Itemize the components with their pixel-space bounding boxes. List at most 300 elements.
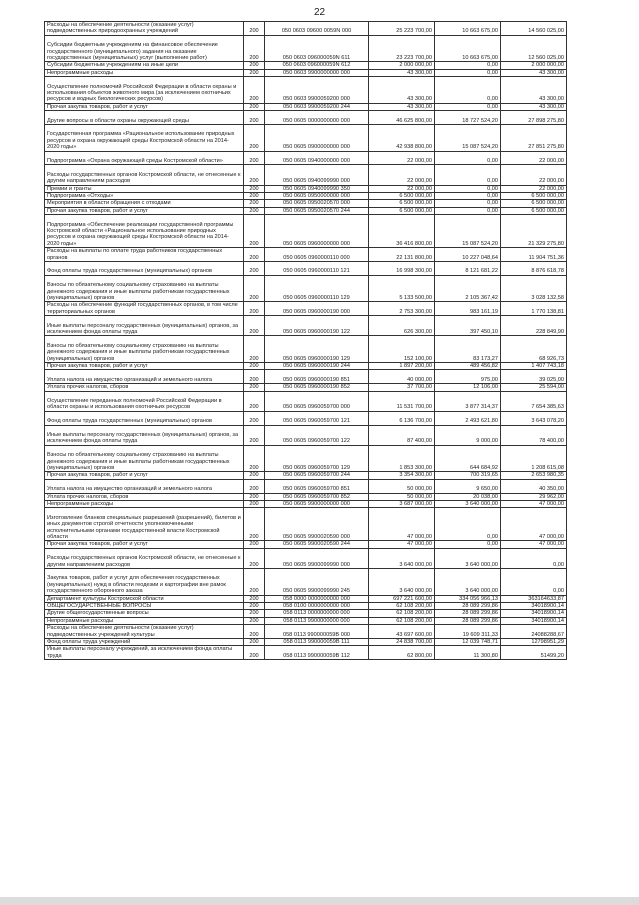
row-executed-cell: 700 319,65 <box>435 472 501 479</box>
table-row <box>45 610 567 617</box>
row-code-cell: 200 <box>244 625 265 639</box>
row-executed-cell: 9 650,00 <box>435 479 501 493</box>
row-remaining-cell: 29 962,00 <box>501 493 567 500</box>
row-executed-cell: 19 609 311,33 <box>435 625 501 639</box>
row-name-cell: Изготовление бланков специальных разрешений (разрешений), билетов и иных документов строгой отчетности уполномоченными исполнительными органами государственной власти Костромской области <box>45 508 244 541</box>
row-name-cell: Непрограммные расходы <box>45 617 244 624</box>
row-remaining-cell: 68 926,73 <box>501 336 567 363</box>
row-executed-cell: 3 640 000,00 <box>435 501 501 508</box>
row-remaining-cell: 34018900,14 <box>501 603 567 610</box>
row-kbk-cell: 050 0605 0940099990 350 <box>265 185 369 192</box>
row-approved-cell: 697 221 600,00 <box>369 595 435 602</box>
row-remaining-cell: 22 000,00 <box>501 165 567 185</box>
row-remaining-cell: 25 594,00 <box>501 384 567 391</box>
row-code-cell: 200 <box>244 103 265 110</box>
row-remaining-cell: 228 849,90 <box>501 316 567 336</box>
row-code-cell: 200 <box>244 275 265 302</box>
row-name-cell: Закупка товаров, работ и услуг для обеспечения государственных (муниципальных) нужд в области геодезии и картографии вне рамок государственного оборонного заказа <box>45 569 244 596</box>
row-remaining-cell: 3 028 132,58 <box>501 275 567 302</box>
row-remaining-cell: 40 350,00 <box>501 479 567 493</box>
row-remaining-cell: 43 300,00 <box>501 77 567 104</box>
table-row <box>45 103 567 110</box>
row-name-cell: Фонд оплаты труда государственных (муниципальных) органов <box>45 411 244 425</box>
row-approved-cell: 22 131 800,00 <box>369 248 435 262</box>
row-code-cell: 200 <box>244 425 265 445</box>
table-row <box>45 501 567 508</box>
row-executed-cell: 0,00 <box>435 103 501 110</box>
row-kbk-cell: 050 0605 9900099990 000 <box>265 548 369 568</box>
row-approved-cell: 50 000,00 <box>369 493 435 500</box>
row-approved-cell: 47 000,00 <box>369 508 435 541</box>
row-remaining-cell: 2 653 980,35 <box>501 472 567 479</box>
row-code-cell: 200 <box>244 445 265 472</box>
row-kbk-cell: 058 0100 0000000000 000 <box>265 603 369 610</box>
table-row <box>45 165 567 185</box>
row-executed-cell: 83 173,27 <box>435 336 501 363</box>
row-name-cell: Уплата прочих налогов, сборов <box>45 384 244 391</box>
row-name-cell: Непрограммные расходы <box>45 501 244 508</box>
row-remaining-cell: 47 000,00 <box>501 508 567 541</box>
table-row <box>45 35 567 62</box>
row-code-cell: 200 <box>244 302 265 316</box>
row-kbk-cell: 058 0000 0000000000 000 <box>265 595 369 602</box>
row-executed-cell: 0,00 <box>435 151 501 165</box>
row-code-cell: 200 <box>244 639 265 646</box>
table-row <box>45 185 567 192</box>
table-row <box>45 316 567 336</box>
row-code-cell: 200 <box>244 541 265 548</box>
table-row <box>45 193 567 200</box>
row-executed-cell: 28 089 299,86 <box>435 617 501 624</box>
row-approved-cell: 36 416 800,00 <box>369 215 435 248</box>
row-executed-cell: 2 493 621,80 <box>435 411 501 425</box>
row-kbk-cell: 050 0605 0960000190 244 <box>265 363 369 370</box>
row-kbk-cell: 050 0603 9900059200 244 <box>265 103 369 110</box>
row-name-cell: Прочая закупка товаров, работ и услуг <box>45 103 244 110</box>
row-code-cell: 200 <box>244 363 265 370</box>
row-approved-cell: 3 354 300,00 <box>369 472 435 479</box>
row-name-cell: Прочая закупка товаров, работ и услуг <box>45 363 244 370</box>
row-approved-cell: 62 108 200,00 <box>369 610 435 617</box>
row-approved-cell: 6 500 000,00 <box>369 200 435 207</box>
row-name-cell: Уплата прочих налогов, сборов <box>45 493 244 500</box>
row-name-cell: ОБЩЕГОСУДАРСТВЕННЫЕ ВОПРОСЫ <box>45 603 244 610</box>
row-remaining-cell: 24088288,67 <box>501 625 567 639</box>
row-remaining-cell: 12 560 025,00 <box>501 35 567 62</box>
row-kbk-cell: 050 0605 0960059700 129 <box>265 445 369 472</box>
table-row <box>45 248 567 262</box>
row-executed-cell: 15 087 524,20 <box>435 125 501 152</box>
table-row <box>45 646 567 660</box>
row-executed-cell: 983 161,19 <box>435 302 501 316</box>
row-code-cell: 200 <box>244 548 265 568</box>
row-code-cell: 200 <box>244 248 265 262</box>
row-kbk-cell: 050 0603 096000059N 611 <box>265 35 369 62</box>
table-row <box>45 548 567 568</box>
row-code-cell: 200 <box>244 207 265 214</box>
row-remaining-cell: 34018900,14 <box>501 610 567 617</box>
row-code-cell: 200 <box>244 336 265 363</box>
row-remaining-cell: 6 500 000,00 <box>501 207 567 214</box>
row-executed-cell: 0,00 <box>435 62 501 69</box>
row-code-cell: 200 <box>244 384 265 391</box>
row-remaining-cell: 43 300,00 <box>501 103 567 110</box>
row-executed-cell: 8 121 681,22 <box>435 262 501 276</box>
row-kbk-cell: 050 0603 096000059N 612 <box>265 62 369 69</box>
table-row <box>45 472 567 479</box>
row-remaining-cell: 22 000,00 <box>501 151 567 165</box>
row-name-cell: Осуществление переданных полномочий Российской Федерации в области охраны и использования охотничьих ресурсов <box>45 391 244 411</box>
row-approved-cell: 43 300,00 <box>369 77 435 104</box>
row-name-cell: Расходы государственных органов Костромской области, не отнесенные к другим направлениям расходов <box>45 548 244 568</box>
row-executed-cell: 0,00 <box>435 185 501 192</box>
row-remaining-cell: 27 851 275,80 <box>501 125 567 152</box>
row-code-cell: 200 <box>244 370 265 384</box>
table-row <box>45 595 567 602</box>
row-remaining-cell: 14 560 025,00 <box>501 22 567 36</box>
row-executed-cell: 0,00 <box>435 77 501 104</box>
row-name-cell: Субсидии бюджетным учреждениям на иные цели <box>45 62 244 69</box>
row-approved-cell: 46 625 800,00 <box>369 111 435 125</box>
row-remaining-cell: 1 208 615,08 <box>501 445 567 472</box>
row-executed-cell: 644 684,92 <box>435 445 501 472</box>
row-code-cell: 200 <box>244 391 265 411</box>
row-remaining-cell: 363164633,87 <box>501 595 567 602</box>
table-row <box>45 69 567 76</box>
row-approved-cell: 6 500 000,00 <box>369 193 435 200</box>
row-code-cell: 200 <box>244 595 265 602</box>
row-name-cell: Другие общегосударственные вопросы <box>45 610 244 617</box>
row-code-cell: 200 <box>244 617 265 624</box>
row-kbk-cell: 058 0113 990000059В 112 <box>265 646 369 660</box>
row-code-cell: 200 <box>244 501 265 508</box>
table-row <box>45 111 567 125</box>
row-approved-cell: 6 136 700,00 <box>369 411 435 425</box>
row-executed-cell: 10 663 675,00 <box>435 35 501 62</box>
row-code-cell: 200 <box>244 22 265 36</box>
row-remaining-cell: 3 643 078,20 <box>501 411 567 425</box>
table-row <box>45 625 567 639</box>
row-approved-cell: 22 000,00 <box>369 151 435 165</box>
row-executed-cell: 18 727 524,20 <box>435 111 501 125</box>
row-kbk-cell: 050 0605 0960000190 000 <box>265 302 369 316</box>
row-remaining-cell: 6 500 000,00 <box>501 200 567 207</box>
row-name-cell: Подпрограмма «Обеспечение реализации государственной программы Костромской области «Рациональное использование природных ресурсов и охрана окружающей среды Костромской области на 2014-2020 годы» <box>45 215 244 248</box>
table-row <box>45 363 567 370</box>
row-code-cell: 200 <box>244 77 265 104</box>
row-kbk-cell: 050 0605 0000000000 000 <box>265 111 369 125</box>
row-kbk-cell: 050 0605 0940099990 000 <box>265 165 369 185</box>
row-remaining-cell: 1 407 743,18 <box>501 363 567 370</box>
row-code-cell: 200 <box>244 262 265 276</box>
row-approved-cell: 23 223 700,00 <box>369 35 435 62</box>
row-code-cell: 200 <box>244 610 265 617</box>
table-row <box>45 391 567 411</box>
row-approved-cell: 43 697 600,00 <box>369 625 435 639</box>
row-remaining-cell: 21 329 275,80 <box>501 215 567 248</box>
table-row <box>45 302 567 316</box>
table-row <box>45 262 567 276</box>
row-approved-cell: 626 300,00 <box>369 316 435 336</box>
row-executed-cell: 0,00 <box>435 200 501 207</box>
row-kbk-cell: 050 0603 09600 0059N 000 <box>265 22 369 36</box>
row-code-cell: 200 <box>244 316 265 336</box>
row-approved-cell: 22 000,00 <box>369 185 435 192</box>
row-code-cell: 200 <box>244 165 265 185</box>
row-approved-cell: 40 000,00 <box>369 370 435 384</box>
row-kbk-cell: 050 0605 0950020570 244 <box>265 207 369 214</box>
row-kbk-cell: 050 0605 9900020590 244 <box>265 541 369 548</box>
row-kbk-cell: 058 0113 990000059В 000 <box>265 625 369 639</box>
row-code-cell: 200 <box>244 479 265 493</box>
table-row <box>45 541 567 548</box>
row-code-cell: 200 <box>244 472 265 479</box>
row-approved-cell: 42 938 800,00 <box>369 125 435 152</box>
row-name-cell: Премии и гранты <box>45 185 244 192</box>
row-remaining-cell: 78 400,00 <box>501 425 567 445</box>
row-kbk-cell: 050 0605 0960059700 851 <box>265 479 369 493</box>
row-executed-cell: 0,00 <box>435 69 501 76</box>
row-name-cell: Подпрограмма «Охрана окружающей среды Костромской области» <box>45 151 244 165</box>
table-row <box>45 603 567 610</box>
row-remaining-cell: 51499,20 <box>501 646 567 660</box>
row-kbk-cell: 050 0605 0960000110 121 <box>265 262 369 276</box>
table-row <box>45 62 567 69</box>
row-name-cell: Непрограммные расходы <box>45 69 244 76</box>
budget-table <box>44 21 567 660</box>
row-executed-cell: 10 227 048,64 <box>435 248 501 262</box>
row-name-cell: Иные выплаты персоналу государственных (муниципальных) органов, за исключением фонда оплаты труда <box>45 316 244 336</box>
row-name-cell: Иные выплаты персоналу учреждений, за исключением фонда оплаты труда <box>45 646 244 660</box>
row-executed-cell: 12 039 748,71 <box>435 639 501 646</box>
row-executed-cell: 9 000,00 <box>435 425 501 445</box>
row-executed-cell: 28 089 299,86 <box>435 603 501 610</box>
row-remaining-cell: 47 000,00 <box>501 501 567 508</box>
row-approved-cell: 1 897 200,00 <box>369 363 435 370</box>
table-row <box>45 479 567 493</box>
row-executed-cell: 28 089 299,86 <box>435 610 501 617</box>
row-kbk-cell: 050 0605 9900000000 000 <box>265 501 369 508</box>
row-approved-cell: 87 400,00 <box>369 425 435 445</box>
row-approved-cell: 2 000 000,00 <box>369 62 435 69</box>
row-code-cell: 200 <box>244 151 265 165</box>
row-kbk-cell: 050 0605 0960059700 852 <box>265 493 369 500</box>
row-approved-cell: 37 700,00 <box>369 384 435 391</box>
row-kbk-cell: 050 0605 0960059700 121 <box>265 411 369 425</box>
row-remaining-cell: 39 025,00 <box>501 370 567 384</box>
row-code-cell: 200 <box>244 111 265 125</box>
table-row <box>45 77 567 104</box>
row-executed-cell: 12 106,00 <box>435 384 501 391</box>
row-name-cell: Прочая закупка товаров, работ и услуг <box>45 207 244 214</box>
row-remaining-cell: 34018900,14 <box>501 617 567 624</box>
row-name-cell: Расходы на выплаты по оплате труда работников государственных органов <box>45 248 244 262</box>
row-code-cell: 200 <box>244 603 265 610</box>
row-executed-cell: 397 450,10 <box>435 316 501 336</box>
row-approved-cell: 43 300,00 <box>369 69 435 76</box>
table-row <box>45 508 567 541</box>
row-code-cell: 200 <box>244 125 265 152</box>
row-code-cell: 200 <box>244 646 265 660</box>
row-remaining-cell: 27 898 275,80 <box>501 111 567 125</box>
row-name-cell: Расходы государственных органов Костромской области, не отнесенные к другим направлениям расходов <box>45 165 244 185</box>
row-code-cell: 200 <box>244 569 265 596</box>
row-kbk-cell: 050 0605 0960000190 122 <box>265 316 369 336</box>
row-executed-cell: 0,00 <box>435 541 501 548</box>
row-executed-cell: 0,00 <box>435 207 501 214</box>
row-name-cell: Подпрограмма «Отходы» <box>45 193 244 200</box>
row-name-cell: Другие вопросы в области охраны окружающей среды <box>45 111 244 125</box>
row-approved-cell: 11 531 700,00 <box>369 391 435 411</box>
row-name-cell: Расходы на обеспечение деятельности (оказание услуг) подведомственных природоохранных учреждений <box>45 22 244 36</box>
row-name-cell: Фонд оплаты труда государственных (муниципальных) органов <box>45 262 244 276</box>
row-approved-cell: 43 300,00 <box>369 103 435 110</box>
row-executed-cell: 3 877 314,37 <box>435 391 501 411</box>
row-remaining-cell: 7 654 385,63 <box>501 391 567 411</box>
row-name-cell: Взносы по обязательному социальному страхованию на выплаты денежного содержания и иные выплаты работникам государственных (муниципальных) органов <box>45 275 244 302</box>
row-remaining-cell: 2 000 000,00 <box>501 62 567 69</box>
table-row <box>45 370 567 384</box>
row-kbk-cell: 050 0605 0960000110 000 <box>265 248 369 262</box>
row-executed-cell: 3 640 000,00 <box>435 548 501 568</box>
row-kbk-cell: 050 0603 9900000000 000 <box>265 69 369 76</box>
row-approved-cell: 2 753 300,00 <box>369 302 435 316</box>
row-name-cell: Мероприятия в области обращения с отходами <box>45 200 244 207</box>
table-row <box>45 425 567 445</box>
page-number: 22 <box>313 7 326 18</box>
page-bottom-edge <box>0 897 639 905</box>
table-row <box>45 493 567 500</box>
row-name-cell: Департамент культуры Костромской области <box>45 595 244 602</box>
row-remaining-cell: 47 000,00 <box>501 541 567 548</box>
row-approved-cell: 24 838 700,00 <box>369 639 435 646</box>
row-kbk-cell: 050 0605 0940000000 000 <box>265 151 369 165</box>
row-kbk-cell: 050 0605 0960000000 000 <box>265 215 369 248</box>
row-code-cell: 200 <box>244 215 265 248</box>
row-approved-cell: 62 108 200,00 <box>369 603 435 610</box>
row-approved-cell: 22 000,00 <box>369 165 435 185</box>
table-row <box>45 639 567 646</box>
row-kbk-cell: 050 0605 0960000190 851 <box>265 370 369 384</box>
row-code-cell: 200 <box>244 493 265 500</box>
row-approved-cell: 47 000,00 <box>369 541 435 548</box>
row-approved-cell: 62 800,00 <box>369 646 435 660</box>
row-kbk-cell: 050 0605 0960059700 122 <box>265 425 369 445</box>
row-remaining-cell: 6 500 000,00 <box>501 193 567 200</box>
row-approved-cell: 5 133 500,00 <box>369 275 435 302</box>
row-approved-cell: 62 108 200,00 <box>369 617 435 624</box>
row-approved-cell: 3 640 000,00 <box>369 569 435 596</box>
row-approved-cell: 3 640 000,00 <box>369 548 435 568</box>
row-executed-cell: 11 300,80 <box>435 646 501 660</box>
row-name-cell: Прочая закупка товаров, работ и услуг <box>45 472 244 479</box>
row-executed-cell: 0,00 <box>435 508 501 541</box>
row-executed-cell: 0,00 <box>435 193 501 200</box>
row-code-cell: 200 <box>244 200 265 207</box>
table-row <box>45 207 567 214</box>
row-kbk-cell: 050 0605 0900000000 000 <box>265 125 369 152</box>
table-row <box>45 275 567 302</box>
table-row <box>45 617 567 624</box>
row-kbk-cell: 050 0603 9900059200 000 <box>265 77 369 104</box>
row-remaining-cell: 0,00 <box>501 569 567 596</box>
row-code-cell: 200 <box>244 411 265 425</box>
row-approved-cell: 3 687 000,00 <box>369 501 435 508</box>
table-row <box>45 411 567 425</box>
row-code-cell: 200 <box>244 185 265 192</box>
row-kbk-cell: 058 0113 990000059В 111 <box>265 639 369 646</box>
table-row <box>45 151 567 165</box>
row-remaining-cell: 22 000,00 <box>501 185 567 192</box>
row-code-cell: 200 <box>244 508 265 541</box>
row-name-cell: Взносы по обязательному социальному страхованию на выплаты денежного содержания и иные выплаты работникам государственных (муниципальных) органов <box>45 445 244 472</box>
row-approved-cell: 152 100,00 <box>369 336 435 363</box>
row-kbk-cell: 050 0605 9900020590 000 <box>265 508 369 541</box>
row-approved-cell: 50 000,00 <box>369 479 435 493</box>
row-approved-cell: 25 223 700,00 <box>369 22 435 36</box>
row-kbk-cell: 050 0605 0950020570 000 <box>265 200 369 207</box>
row-executed-cell: 334 056 966,13 <box>435 595 501 602</box>
row-code-cell: 200 <box>244 69 265 76</box>
row-name-cell: Прочая закупка товаров, работ и услуг <box>45 541 244 548</box>
table-row <box>45 384 567 391</box>
row-remaining-cell: 12798951,29 <box>501 639 567 646</box>
row-name-cell: Государственная программа «Рациональное использование природных ресурсов и охрана окружающей среды Костромской области на 2014-2020 годы» <box>45 125 244 152</box>
row-kbk-cell: 050 0605 9900099990 245 <box>265 569 369 596</box>
row-name-cell: Осуществление полномочий Российской Федерации в области охраны и использования объектов животного мира (за исключением охотничьих ресурсов и водных биологических ресурсов) <box>45 77 244 104</box>
row-name-cell: Иные выплаты персоналу государственных (муниципальных) органов, за исключением фонда оплаты труда <box>45 425 244 445</box>
row-approved-cell: 16 998 300,00 <box>369 262 435 276</box>
table-row <box>45 215 567 248</box>
row-name-cell: Расходы на обеспечение функций государственных органов, в том числе территориальных органов <box>45 302 244 316</box>
row-kbk-cell: 050 0605 0960000110 129 <box>265 275 369 302</box>
row-executed-cell: 489 456,82 <box>435 363 501 370</box>
row-code-cell: 200 <box>244 62 265 69</box>
row-executed-cell: 10 663 675,00 <box>435 22 501 36</box>
row-remaining-cell: 11 904 751,36 <box>501 248 567 262</box>
table-row <box>45 569 567 596</box>
row-executed-cell: 20 038,00 <box>435 493 501 500</box>
row-name-cell: Уплата налога на имущество организаций и земельного налога <box>45 370 244 384</box>
row-remaining-cell: 1 770 138,81 <box>501 302 567 316</box>
row-name-cell: Расходы на обеспечение деятельности (оказание услуг) подведомственных учреждений культуры <box>45 625 244 639</box>
row-name-cell: Уплата налога на имущество организаций и земельного налога <box>45 479 244 493</box>
row-executed-cell: 2 105 367,42 <box>435 275 501 302</box>
row-name-cell: Субсидии бюджетным учреждениям на финансовое обеспечение государственного (муниципального) задания на оказание государственных (муниципальных) услуг (выполнение работ) <box>45 35 244 62</box>
table-row <box>45 336 567 363</box>
row-remaining-cell: 8 876 618,78 <box>501 262 567 276</box>
row-approved-cell: 1 853 300,00 <box>369 445 435 472</box>
table-row <box>45 22 567 36</box>
row-kbk-cell: 058 0113 9900000000 000 <box>265 617 369 624</box>
table-row <box>45 200 567 207</box>
row-approved-cell: 6 500 000,00 <box>369 207 435 214</box>
table-row <box>45 125 567 152</box>
row-executed-cell: 0,00 <box>435 165 501 185</box>
row-executed-cell: 3 640 000,00 <box>435 569 501 596</box>
row-executed-cell: 15 087 524,20 <box>435 215 501 248</box>
row-code-cell: 200 <box>244 193 265 200</box>
row-remaining-cell: 0,00 <box>501 548 567 568</box>
budget-table-body <box>45 22 567 660</box>
row-kbk-cell: 050 0605 0950000000 000 <box>265 193 369 200</box>
row-kbk-cell: 050 0605 0960059700 244 <box>265 472 369 479</box>
row-kbk-cell: 050 0605 0960000190 852 <box>265 384 369 391</box>
row-kbk-cell: 058 0113 0000000000 000 <box>265 610 369 617</box>
row-name-cell: Фонд оплаты труда учреждений <box>45 639 244 646</box>
row-executed-cell: 975,00 <box>435 370 501 384</box>
row-kbk-cell: 050 0605 0960000190 129 <box>265 336 369 363</box>
